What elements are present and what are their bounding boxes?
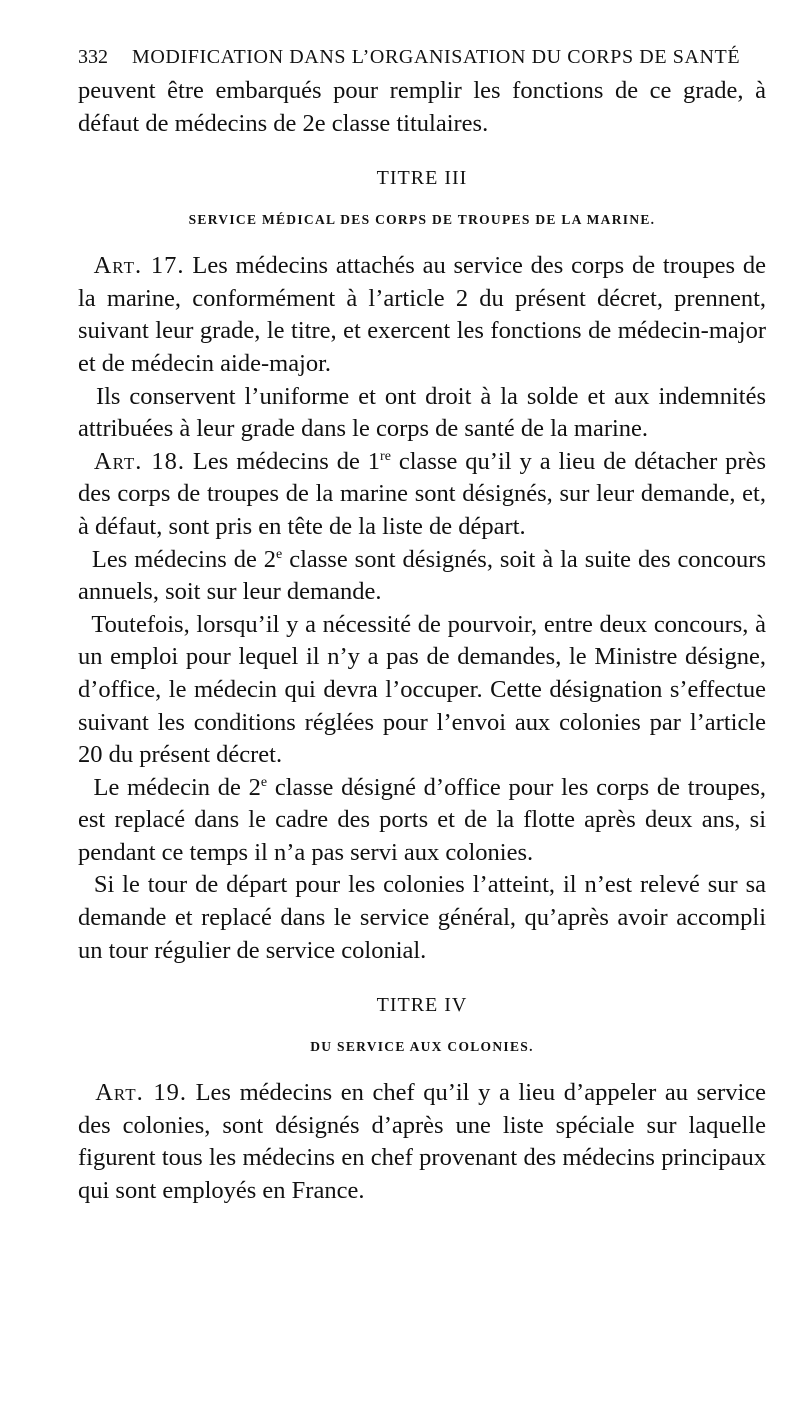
continuation-paragraph: peuvent être embarqués pour remplir les fonctions de ce grade, à défaut de médecins de 2e classe titulaires. bbox=[78, 77, 766, 137]
article-18-label: Art. 18. bbox=[93, 447, 185, 475]
titre-iv-heading: TITRE IV bbox=[376, 994, 468, 1017]
article-18-paragraph-5: Si le tour de départ pour les colonies l’atteint, il n’est relevé sur sa demande et replacé dans le service général, qu’après avoir accompli un tour régulier de service colonial. bbox=[78, 871, 767, 964]
running-head bbox=[78, 46, 766, 69]
titre-iii-subtitle: SERVICE MÉDICAL DES CORPS DE TROUPES DE LA MARINE. bbox=[188, 212, 656, 228]
article-19-paragraph: Art. 19. Les médecins en chef qu’il y a lieu d’appeler au service des colonies, sont désignés d’après une liste spéciale sur laquelle figurent tous les médecins en chef provenant des médecins principaux qui sont employés en France. bbox=[78, 1079, 766, 1205]
titre-iii-heading: TITRE III bbox=[376, 167, 468, 190]
article-17-paragraph-2: Ils conservent l’uniforme et ont droit à la solde et aux indemnités attribuées à leur grade dans le corps de santé de la marine. bbox=[78, 382, 767, 443]
article-18-paragraph-3: Toutefois, lorsqu’il y a nécessité de pourvoir, entre deux concours, à un emploi pour lequel il n’y a pas de demandes, le Ministre désigne, d’office, le médecin qui devra l’occuper. Cette désignation s’effectue suivant les conditions réglées pour l’envoi aux colonies par l’article 20 du présent décret. bbox=[78, 610, 766, 769]
article-17-text: Les médecins attachés au service des corps de troupes de la marine, conformément à l’article 2 du présent décret, prennent, suivant leur grade, le titre, et exercent les fonctions de médecin-major et de médecin aide-major. bbox=[78, 252, 766, 377]
page-number: 332 bbox=[78, 46, 108, 68]
article-18-paragraph-4: Le médecin de 2e classe désigné d’office pour les corps de troupes, est replacé dans le cadre des ports et de la flotte après deux ans, si pendant ce temps il n’a pas servi aux colonies. bbox=[78, 773, 767, 866]
titre-iv-subtitle: DU SERVICE AUX COLONIES. bbox=[310, 1039, 534, 1055]
article-18-paragraph-2: Les médecins de 2e classe sont désignés, soit à la suite des concours annuels, soit sur leur demande. bbox=[78, 545, 766, 606]
article-17-label: Art. 17. bbox=[93, 252, 185, 280]
article-18-paragraph: Art. 18. Les médecins de 1re classe qu’il y a lieu de détacher près des corps de troupes de la marine sont désignés, sur leur demande, et, à défaut, sont pris en tête de la liste de départ. bbox=[78, 447, 766, 540]
article-19-label: Art. 19. bbox=[95, 1079, 187, 1107]
page bbox=[78, 46, 766, 1208]
running-title: MODIFICATION DANS L’ORGANISATION DU CORPS DE SANTÉ bbox=[132, 46, 741, 68]
article-17-paragraph bbox=[78, 250, 766, 380]
